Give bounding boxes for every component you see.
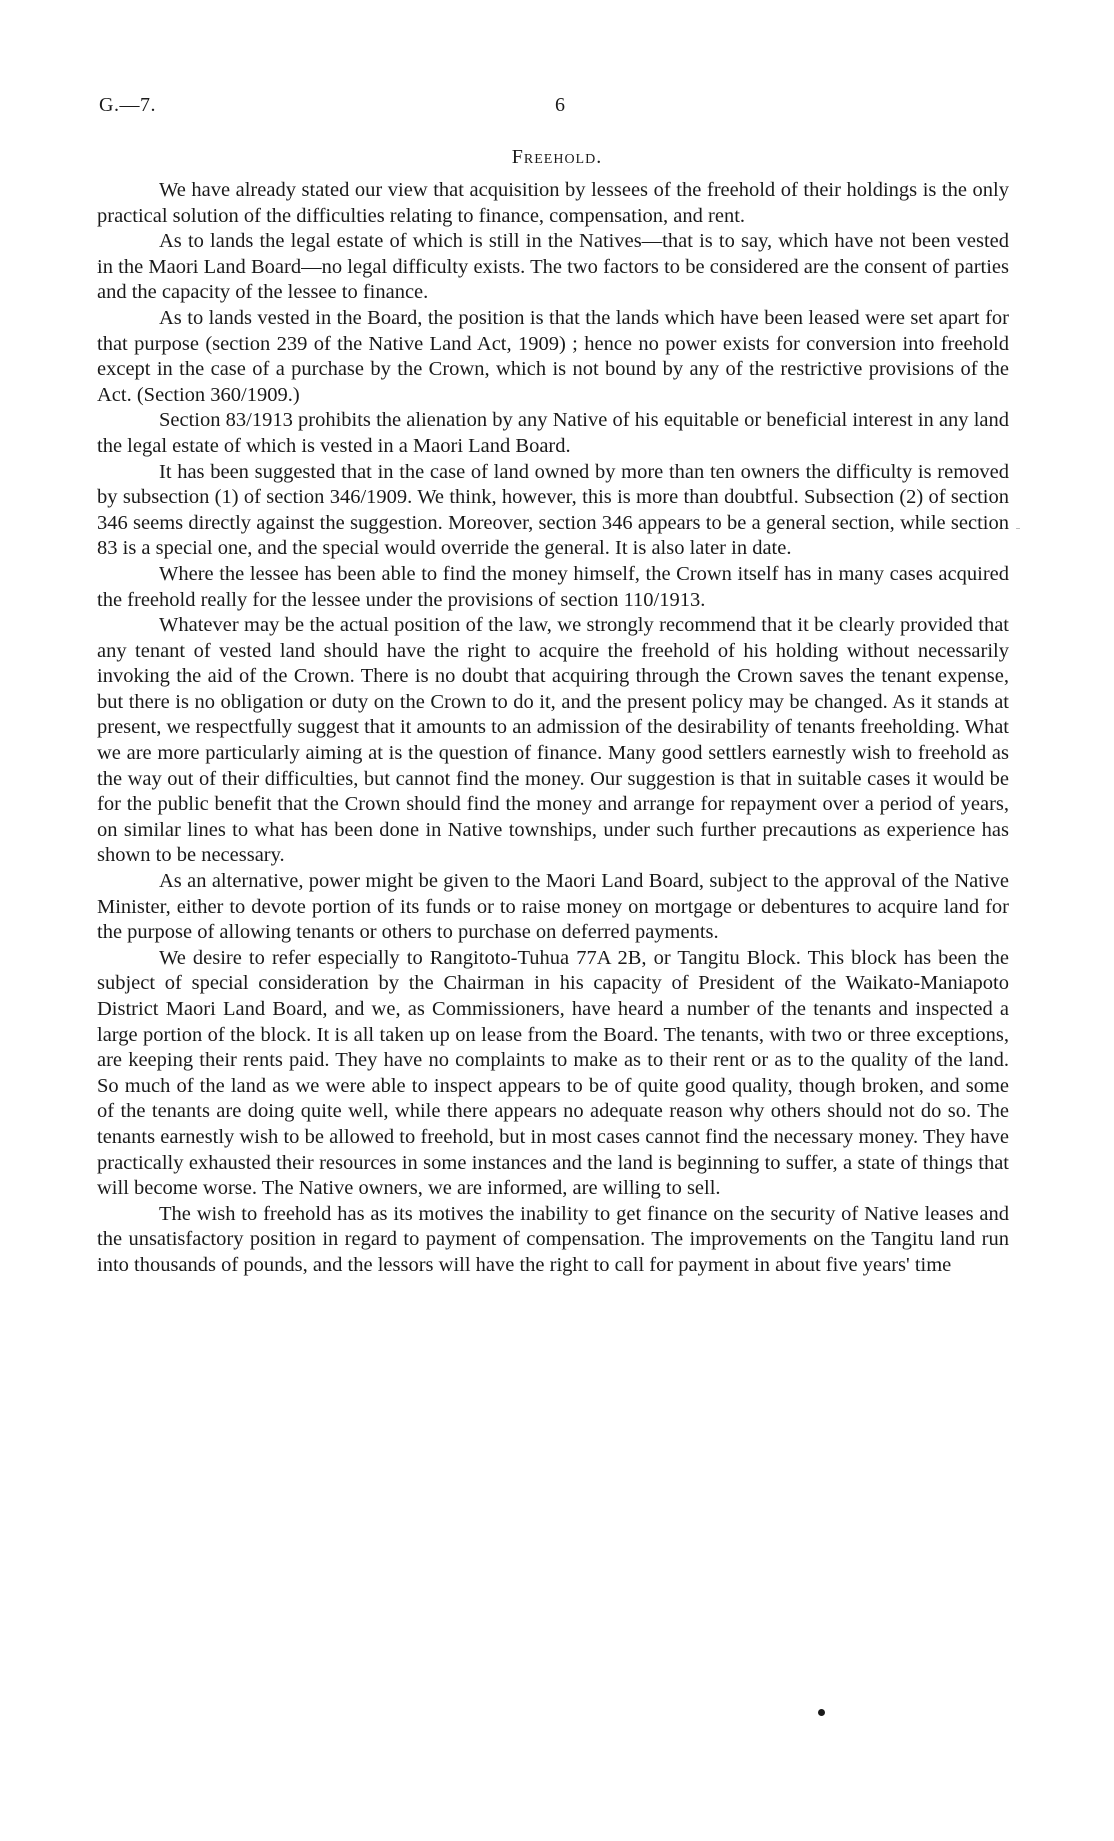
body-text [97,178,1009,1279]
margin-mark [1016,528,1020,529]
paragraph: We have already stated our view that acquisition by lessees of the freehold of their holdings is the only practical solution of the difficulties relating to finance, compensation, and rent. [97,179,1009,227]
paragraph: As an alternative, power might be given to the Maori Land Board, subject to the approval of the Native Minister, either to devote portion of its funds or to raise money on mortgage or debentures to acquire land for the purpose of allowing tenants or others to purchase on deferred payments. [97,870,1009,944]
document-reference: G.—7. [99,94,156,116]
paragraph: Where the lessee has been able to find the money himself, the Crown itself has in many cases acquired the freehold really for the lessee under the provisions of section 110/1913. [97,562,1009,611]
paragraph: It has been suggested that in the case of land owned by more than ten owners the difficulty is removed by subsection (1) of section 346/1909. We think, however, this is more than doubtful. Subsection (2) of section 346 seems directly against the suggestion. Moreover, section 346 appears to be a general section, while section 83 is a special one, and the special would override the general. It is also later in date. [97,460,1009,560]
paragraph: Whatever may be the actual position of the law, we strongly recommend that it be clearly provided that any tenant of vested land should have the right to acquire the freehold of his holding without necessarily invoking the aid of the Crown. There is no doubt that acquiring through the Crown saves the tenant expense, but there is no obligation or duty on the Crown to do it, and the present policy may be changed. As it stands at present, we respectfully suggest that it amounts to an admission of the desirability of tenants freeholding. What we are more particularly aiming at is the question of finance. Many good settlers earnestly wish to freehold as the way out of their difficulties, but cannot find the money. Our suggestion is that in suitable cases it would be for the public benefit that the Crown should find the money and arrange for repayment over a period of years, on similar lines to what has been done in Native townships, under such further precautions as experience has shown to be necessary. [97,614,1009,867]
paragraph: Section 83/1913 prohibits the alienation by any Native of his equitable or beneficial interest in any land the legal estate of which is vested in a Maori Land Board. [97,409,1009,457]
paragraph: As to lands vested in the Board, the position is that the lands which have been leased were set apart for that purpose (section 239 of the Native Land Act, 1909) ; hence no power exists for conversion into freehold except in the case of a purchase by the Crown, which is not bound by any of the restrictive provisions of the Act. (Section 360/1909.) [97,306,1009,406]
ink-dot [818,1709,825,1716]
paragraph: The wish to freehold has as its motives the inability to get finance on the security of Native leases and the unsatisfactory position in regard to payment of compensation. The improvements on the Tangitu land run into thousands of pounds, and the lessors will have the right to call for payment in about five years' time [97,1202,1009,1276]
paragraph: As to lands the legal estate of which is still in the Natives—that is to say, which have not been vested in the Maori Land Board—no legal difficulty exists. The two factors to be considered are the consent of parties and the capacity of the lessee to finance. [97,230,1009,304]
page-number: 6 [555,94,565,116]
paragraph: We desire to refer especially to Rangitoto-Tuhua 77A 2B, or Tangitu Block. This block has been the subject of special consideration by the Chairman in his capacity of President of the Waikato-Maniapoto District Maori Land Board, and we, as Commissioners, have heard a number of the tenants and inspected a large portion of the block. It is all taken up on lease from the Board. The tenants, with two or three exceptions, are keeping their rents paid. They have no complaints to make as to their rent or as to the quality of the land. So much of the land as we were able to inspect appears to be of quite good quality, though broken, and some of the tenants are doing quite well, while there appears no adequate reason why others should not do so. The tenants earnestly wish to be allowed to freehold, but in most cases cannot find the necessary money. They have practically exhausted their resources in some instances and the land is beginning to suffer, a state of things that will become worse. The Native owners, we are informed, are willing to sell. [97,946,1009,1200]
section-heading: Freehold. [511,146,603,168]
